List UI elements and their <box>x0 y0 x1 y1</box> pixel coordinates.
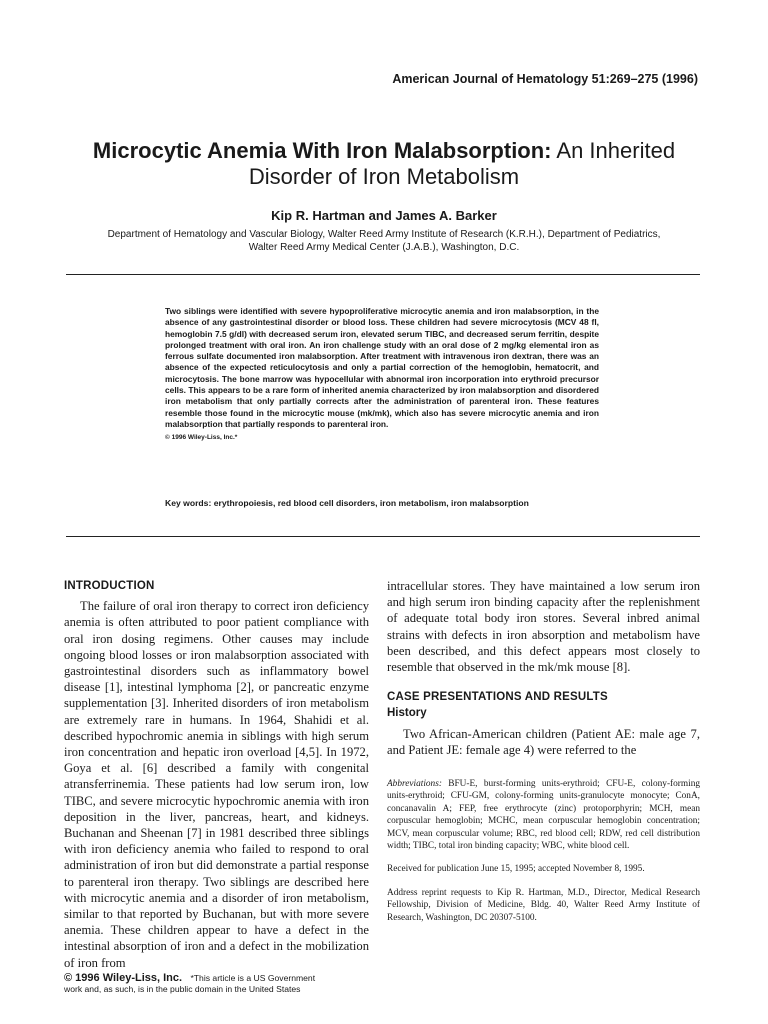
introduction-paragraph: The failure of oral iron therapy to correct iron deficiency anemia is often attributed to poor patient compliance with oral iron dosing regimens. Other causes may include ongoing blood losses or iron malabsorption associated with gastrointestinal disorders such as inflammatory bowel disease [1], intestinal lymphoma [2], or pancreatic enzyme supplementation [3]. Inherited disorders of iron metabolism are extremely rare in humans. In 1964, Shahidi et al. described hypochromic anemia in siblings with high serum iron concentration and hepatic iron overload [4,5]. In 1972, Goya et al. [6] described a family with congenital atransferrinemia. These patients had low serum iron, low TIBC, and severe microcytic hypochromic anemia with iron deposition in the liver, pancreas, heart, and kidneys. Buchanan and Sheenan [7] in 1981 described three siblings with iron deficiency anemia who failed to respond to oral administration of iron but did demonstrate a partial response to parenteral iron therapy. Two siblings are described here with microcytic anemia and a disorder of iron metabolism, similar to that reported by Buchanan, but with more severe anemia. These children appear to have a defect in the intestinal absorption of iron and a defect in the mobilization of iron from <box>64 599 369 970</box>
keywords <box>165 498 605 508</box>
title-regular-part: An Inherited <box>551 138 676 163</box>
public-domain-notice-1: *This article is a US Government <box>190 973 316 983</box>
reprint-note: Address reprint requests to Kip R. Hartman, M.D., Director, Medical Research Fellowship, Division of Medicine, Bldg. 40, Walter Reed Army Institute of Research, Washington, DC 20307-5100. <box>387 887 700 923</box>
keywords-label: Key words: <box>165 498 212 508</box>
abstract-copyright: © 1996 Wiley-Liss, Inc.* <box>165 434 238 442</box>
abbreviations-text: BFU-E, burst-forming units-erythroid; CFU-E, colony-forming units-erythroid; CFU-GM, colony-forming units-granulocyte monocyte; ConA, concanavalin A; FEP, free erythrocyte (zinc) protoporphyrin; MCH, mean corpuscular hemoglobin; MCHC, mean corpuscular hemoglobin concentration; MCV, mean corpuscular volume; RBC, red blood cell; RDW, red cell distribution width; TIBC, total iron binding capacity; WBC, white blood cell. <box>387 779 700 852</box>
introduction-continuation: intracellular stores. They have maintained a low serum iron and high serum iron binding capacity after the replenishment of adequate total body iron stores. Several inbred animal strains with defects in iron absorption and metabolism have been described, and this defect appears most closely to resemble that observed in the mk/mk mouse [8]. <box>387 579 700 675</box>
keywords-text: erythropoiesis, red blood cell disorders, iron metabolism, iron malabsorption <box>213 498 529 508</box>
abbreviations-label: Abbreviations: <box>387 779 442 790</box>
article-title <box>0 138 768 190</box>
public-domain-notice-2: work and, as such, is in the public domain in the United States <box>64 984 301 994</box>
title-line-2: Disorder of Iron Metabolism <box>248 164 520 189</box>
abstract <box>165 306 599 444</box>
introduction-heading: INTRODUCTION <box>64 580 155 592</box>
case-presentations-heading: CASE PRESENTATIONS AND RESULTS <box>387 691 608 704</box>
journal-citation: American Journal of Hematology 51:269–275 (1996) <box>392 72 698 86</box>
affiliation <box>70 228 698 254</box>
affiliation-line-2: Walter Reed Army Medical Center (J.A.B.), Washington, D.C. <box>248 242 520 253</box>
authors: Kip R. Hartman and James A. Barker <box>271 208 497 223</box>
history-subheading: History <box>387 707 427 720</box>
abstract-text: Two siblings were identified with severe hypoproliferative microcytic anemia and iron malabsorption, in the absence of any gastrointestinal disorder or blood loss. These children had severe microcytosis (MCV 48 fl, hemoglobin 7.5 g/dl) with decreased serum iron, elevated serum TIBC, and decreased serum ferritin, despite prolonged treatment with oral iron. An iron challenge study with an oral dose of 2 mg/kg elemental iron as ferrous sulfate documented iron malabsorption. After treatment with intravenous iron dextran, there was an absence of the expected reticulocytosis and only a partial correction of the hemoglobin, hematocrit, and microcytosis. The bone marrow was hypocellular with abnormal iron incorporation into erythroid precursor cells. This appears to be a rare form of inherited anemia characterized by iron malabsorption and disordered iron metabolism that only partially corrects after the administration of parenteral iron. These features resemble those found in the microcytic mouse (mk/mk), which also has severe microcytic anemia and iron malabsorption that partially responds to parenteral iron. <box>165 306 599 429</box>
publisher-footer <box>64 973 374 995</box>
publisher-copyright: © 1996 Wiley-Liss, Inc. <box>64 972 183 984</box>
top-divider <box>66 274 700 275</box>
left-column <box>64 578 369 971</box>
right-column <box>387 578 700 924</box>
received-note: Received for publication June 15, 1995; accepted November 8, 1995. <box>387 864 645 875</box>
affiliation-line-1: Department of Hematology and Vascular Biology, Walter Reed Army Institute of Research (K.R.H.), Department of Pediatrics, <box>107 229 661 240</box>
title-bold-part: Microcytic Anemia With Iron Malabsorption: <box>92 138 552 163</box>
history-paragraph: Two African-American children (Patient AE: male age 7, and Patient JE: female age 4) were referred to the <box>387 726 700 757</box>
bottom-divider <box>66 536 700 537</box>
abbreviations-footnote <box>387 778 700 852</box>
